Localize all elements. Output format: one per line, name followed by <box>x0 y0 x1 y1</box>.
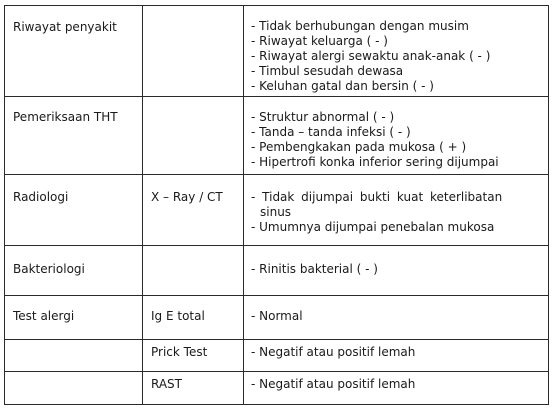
findings-list <box>244 175 548 235</box>
finding-item: - Negatif atau positif lemah <box>251 377 416 391</box>
findings-list <box>244 340 548 360</box>
table-row <box>5 97 549 175</box>
findings-cell <box>244 175 549 246</box>
finding-item: - Hipertrofi konka inferior sering dijumpai <box>251 155 499 169</box>
table-row <box>5 372 549 405</box>
clinical-findings-table <box>4 5 549 405</box>
table-row <box>5 246 549 296</box>
findings-cell <box>244 6 549 97</box>
category-cell <box>5 6 143 97</box>
category-cell <box>5 97 143 175</box>
test-cell <box>143 340 244 372</box>
test-cell <box>143 296 244 340</box>
test-cell <box>143 175 244 246</box>
table-row <box>5 6 549 97</box>
category-cell <box>5 175 143 246</box>
finding-item: - Keluhan gatal dan bersin ( - ) <box>251 79 434 93</box>
finding-item: - Riwayat alergi sewaktu anak-anak ( - ) <box>251 49 491 63</box>
findings-cell <box>244 246 549 296</box>
finding-item: - Timbul sesudah dewasa <box>251 64 404 78</box>
findings-cell <box>244 296 549 340</box>
test-label: RAST <box>151 377 183 391</box>
category-cell <box>5 296 143 340</box>
finding-item: - Umumnya dijumpai penebalan mukosa <box>251 220 495 234</box>
test-cell <box>143 246 244 296</box>
findings-list <box>244 6 548 94</box>
findings-list <box>244 296 548 324</box>
finding-item: - Pembengkakan pada mukosa ( + ) <box>251 140 467 154</box>
test-label: Ig E total <box>151 309 205 323</box>
category-label <box>5 340 142 345</box>
table-row <box>5 340 549 372</box>
category-label <box>5 372 142 377</box>
test-cell <box>143 97 244 175</box>
category-cell <box>5 246 143 296</box>
finding-item: - Negatif atau positif lemah <box>251 345 416 359</box>
finding-item: - Tidak berhubungan dengan musim <box>251 19 469 33</box>
category-label: Radiologi <box>13 190 69 204</box>
findings-cell <box>244 340 549 372</box>
test-label <box>143 6 243 20</box>
findings-list <box>244 246 548 277</box>
finding-item: - Normal <box>251 309 303 323</box>
category-label: Pemeriksaan THT <box>13 110 118 124</box>
test-label <box>143 246 243 262</box>
finding-item: - Tanda – tanda infeksi ( - ) <box>251 125 411 139</box>
category-label: Bakteriologi <box>13 262 85 276</box>
findings-cell <box>244 97 549 175</box>
test-label: X – Ray / CT <box>151 190 223 204</box>
finding-item: - Tidak dijumpai bukti kuat keterlibatan sinus <box>251 190 503 219</box>
table-row <box>5 175 549 246</box>
test-cell <box>143 372 244 405</box>
findings-cell <box>244 372 549 405</box>
finding-item: - Riwayat keluarga ( - ) <box>251 34 388 48</box>
category-label: Riwayat penyakit <box>13 20 117 34</box>
finding-item: - Struktur abnormal ( - ) <box>251 110 395 124</box>
category-cell <box>5 372 143 405</box>
table-row <box>5 296 549 340</box>
finding-item: - Rinitis bakterial ( - ) <box>251 262 378 276</box>
findings-list <box>244 372 548 392</box>
test-label <box>143 97 243 110</box>
test-cell <box>143 6 244 97</box>
category-label: Test alergi <box>13 309 75 323</box>
test-label: Prick Test <box>151 345 208 359</box>
findings-list <box>244 97 548 170</box>
category-cell <box>5 340 143 372</box>
